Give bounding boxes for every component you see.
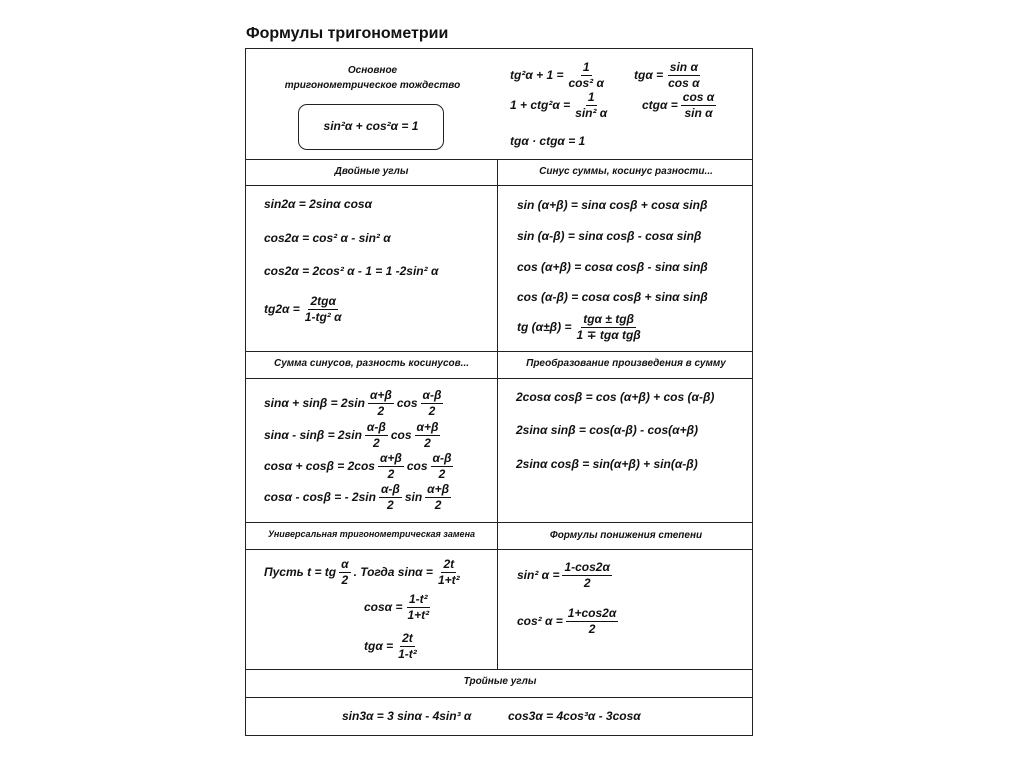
formula-sum-1: sin (α+β) = sinα cosβ + cosα sinβ [517,198,708,212]
denominator: 1-tg² α [304,309,342,324]
formula-lhs: tgα = [634,68,664,83]
formula-product-2: 2sinα sinβ = cos(α-β) - cos(α+β) [516,423,699,437]
numerator: 1 [587,90,595,104]
formula-sum-3: cos (α+β) = cosα cosβ - sinα sinβ [517,260,708,274]
denominator: 2 [387,466,395,481]
formula-sheet [245,48,753,736]
denominator: 2 [373,435,380,450]
denominator: 2 [588,621,596,636]
formula-part: Пусть t = tg [264,565,337,580]
section-header-reduction: Формулы понижения степени [549,530,703,541]
denominator: 2 [377,403,385,418]
formula-sum-5 [517,313,646,341]
formula-sum-4: cos (α-β) = cosα cosβ + sinα sinβ [517,290,708,304]
divider [246,669,752,670]
denominator: 1 ∓ tgα tgβ [576,327,641,342]
numerator: α+β [416,420,439,434]
formula-sines-4 [264,483,454,511]
formula-basic-2 [634,61,705,89]
formula-product-1: 2cosα cosβ = cos (α+β) + cos (α-β) [516,390,715,404]
numerator: 2t [402,631,413,645]
formula-lhs: tg²α + 1 = [510,68,564,83]
page-title: Формулы тригонометрии [246,25,449,42]
denominator: 2 [341,572,349,587]
formula-lhs: tg2α = [264,302,300,317]
section-header-sum-sines: Сумма синусов, разность косинусов... [273,358,470,369]
fraction [303,295,344,323]
section-header-product: Преобразование произведения в сумму [526,358,726,369]
formula-basic-5: tgα · ctgα = 1 [510,134,586,148]
formula-reduction-2 [517,607,621,635]
formula-part: cos [406,459,428,474]
denominator: 2 [428,403,436,418]
fraction [339,558,350,586]
fraction [396,632,419,660]
section-header-universal: Универсальная тригонометрическая замена [267,529,476,539]
denominator: 1+t² [437,572,460,587]
formula-identity: sin²α + cos²α = 1 [323,119,419,133]
denominator: 1+t² [407,607,430,622]
numerator: 1+cos2α [567,606,617,620]
denominator: cos α [668,75,700,90]
denominator: 2 [434,497,442,512]
section-header-basic [266,63,479,93]
fraction [421,389,444,417]
formula-basic-1 [510,61,609,89]
formula-double-1: sin2α = 2sinα cosα [264,197,373,211]
fraction [405,593,431,621]
formula-part: cosα - cosβ = - 2sin [264,490,376,505]
formula-universal-3 [364,632,422,660]
numerator: α+β [369,388,392,402]
formula-sines-2 [264,421,443,449]
fraction [566,607,618,635]
fraction [378,452,404,480]
formula-basic-4 [642,91,719,119]
fraction [415,421,441,449]
denominator: sin² α [575,105,608,120]
fraction [379,483,402,511]
formula-part: . Тогда sinα = [353,565,433,580]
formula-double-4 [264,295,347,323]
formula-part: cosα + cosβ = 2cos [264,459,375,474]
formula-lhs: sin² α = [517,568,560,583]
numerator: α-β [422,388,442,402]
numerator: α+β [379,451,402,465]
numerator: sin α [669,60,698,74]
fraction [666,61,701,89]
formula-universal-1 [264,558,465,586]
header-line: тригонометрическое тождество [284,80,461,91]
numerator: tgα ± tgβ [583,312,634,326]
formula-part: cos [390,428,412,443]
divider [246,549,752,550]
formula-sum-2: sin (α-β) = sinα cosβ - cosα sinβ [517,229,702,243]
denominator: 2 [387,497,394,512]
formula-lhs: cos² α = [517,614,563,629]
formula-lhs: cosα = [364,600,403,615]
numerator: α [341,557,349,571]
formula-part: sinα + sinβ = 2sin [264,396,365,411]
formula-part: sin [404,490,423,505]
numerator: 2t [443,557,455,571]
numerator: 1-t² [408,592,428,606]
fraction [365,421,388,449]
section-header-triple: Тройные углы [463,676,537,687]
formula-sines-1 [264,389,446,417]
fraction [574,313,642,341]
fraction [425,483,451,511]
header-line: Основное [347,65,398,76]
fraction [436,558,462,586]
fraction [566,61,605,89]
numerator: 1 [582,60,590,74]
numerator: α-β [366,420,386,434]
divider [246,697,752,698]
divider [246,159,752,160]
denominator: cos² α [568,75,604,90]
formula-sines-3 [264,452,456,480]
section-header-sum-angles: Синус суммы, косинус разности... [539,166,713,177]
formula-lhs: tgα = [364,639,394,654]
formula-lhs: tg (α±β) = [517,320,572,335]
numerator: 1-cos2α [564,560,610,574]
formula-basic-3 [510,91,612,119]
divider [246,185,752,186]
formula-lhs: 1 + ctg²α = [510,98,571,113]
fraction [368,389,394,417]
formula-triple-2: cos3α = 4cos³α - 3cosα [508,709,641,723]
formula-part: sinα - sinβ = 2sin [264,428,362,443]
formula-universal-2 [364,593,434,621]
divider [246,522,752,523]
fraction [573,91,609,119]
formula-part: cos [396,396,418,411]
numerator: α+β [427,482,450,496]
divider [246,351,752,352]
divider [246,378,752,379]
denominator: 2 [438,466,446,481]
section-header-double: Двойные углы [334,166,409,177]
numerator: α-β [432,451,452,465]
denominator: 2 [583,575,591,590]
denominator: 2 [424,435,431,450]
denominator: sin α [684,105,713,120]
numerator: 2tgα [310,294,336,308]
formula-triple-1: sin3α = 3 sinα - 4sin³ α [342,709,472,723]
formula-double-3: cos2α = 2cos² α - 1 = 1 -2sin² α [264,264,439,278]
column-divider [497,159,498,669]
formula-reduction-1 [517,561,615,589]
formula-product-3: 2sinα cosβ = sin(α+β) + sin(α-β) [516,457,698,471]
fraction [431,452,454,480]
denominator: 1-t² [398,646,417,661]
numerator: cos α [682,90,715,104]
fraction [562,561,611,589]
formula-double-2: cos2α = cos² α - sin² α [264,231,391,245]
formula-lhs: ctgα = [642,98,678,113]
fraction [681,91,716,119]
numerator: α-β [380,482,400,496]
